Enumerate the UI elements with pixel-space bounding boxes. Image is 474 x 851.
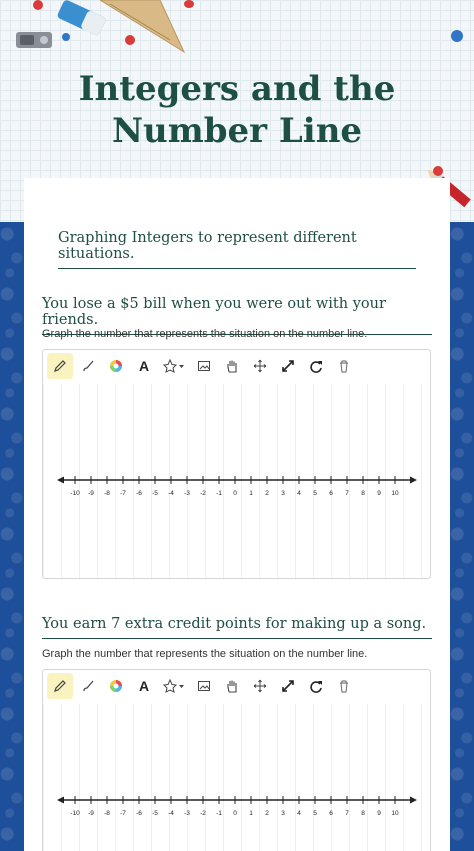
number-line-tick-label: -2 [200, 490, 206, 497]
number-line-tick-label: -9 [88, 490, 94, 497]
number-line-tick-label: 10 [391, 810, 399, 817]
color-wheel-icon[interactable] [103, 353, 129, 379]
number-line-tick-label: -6 [136, 490, 142, 497]
number-line-tick-label: 8 [361, 810, 365, 817]
worksheet [24, 178, 450, 851]
stamp-star-icon[interactable] [159, 353, 189, 379]
number-line-tick-label: -7 [120, 810, 126, 817]
drawing-panel-2[interactable] [42, 669, 431, 851]
number-line-tick-label: -4 [168, 810, 174, 817]
number-line-tick-label: 4 [297, 490, 301, 497]
number-line-tick-label: 7 [345, 810, 349, 817]
question-1-prompt: You lose a $5 bill when you were out with your friends. [42, 296, 432, 335]
number-line-tick-label: 5 [313, 810, 317, 817]
number-line-tick-label: -10 [70, 810, 80, 817]
number-line-tick-label: -7 [120, 490, 126, 497]
number-line-tick-label: -5 [152, 810, 158, 817]
number-line-tick-label: -8 [104, 810, 110, 817]
image-icon[interactable] [191, 673, 217, 699]
number-line-tick-label: 6 [329, 490, 333, 497]
blue-pattern-band-left [0, 222, 24, 851]
number-line-tick-label: 9 [377, 810, 381, 817]
arrow-right-icon [410, 797, 417, 804]
number-line-tick-label: 3 [281, 810, 285, 817]
number-line-tick-label: 4 [297, 810, 301, 817]
number-line-tick-label: 1 [249, 490, 253, 497]
triangle-ruler-icon [100, 0, 190, 56]
number-line-tick-label: 5 [313, 490, 317, 497]
arrow-left-icon [57, 477, 64, 484]
number-line [57, 788, 417, 828]
number-line-tick-label: 8 [361, 490, 365, 497]
color-wheel-icon[interactable] [103, 673, 129, 699]
number-line-tick-label: -8 [104, 490, 110, 497]
question-1-instruction: Graph the number that represents the situation on the number line. [42, 328, 368, 340]
drawing-panel-1[interactable] [42, 349, 431, 579]
number-line-tick-label: -4 [168, 490, 174, 497]
move-icon[interactable] [247, 353, 273, 379]
drawing-toolbar [43, 670, 430, 702]
number-line-tick-label: 2 [265, 490, 269, 497]
number-line-tick-label: 7 [345, 490, 349, 497]
redo-icon[interactable] [303, 673, 329, 699]
number-line-tick-label: 0 [233, 490, 237, 497]
trash-icon[interactable] [331, 353, 357, 379]
hand-icon[interactable] [219, 673, 245, 699]
arrow-right-icon [410, 477, 417, 484]
number-line-tick-label: 6 [329, 810, 333, 817]
hand-icon[interactable] [219, 353, 245, 379]
question-2-instruction: Graph the number that represents the situation on the number line. [42, 648, 368, 660]
number-line-tick-label: -9 [88, 810, 94, 817]
text-icon[interactable]: A [138, 358, 150, 374]
number-line-tick-label: -10 [70, 490, 80, 497]
stamp-star-icon[interactable] [159, 673, 189, 699]
drawing-canvas[interactable] [43, 704, 430, 851]
blue-dot-decoration [451, 30, 463, 42]
number-line-tick-label: -2 [200, 810, 206, 817]
text-icon[interactable]: A [138, 678, 150, 694]
blue-dot-decoration [62, 33, 70, 41]
number-line [57, 468, 417, 508]
number-line-tick-label: -1 [216, 490, 222, 497]
question-2-prompt: You earn 7 extra credit points for making up a song. [42, 616, 432, 639]
red-dot-decoration [125, 35, 135, 45]
number-line-tick-label: -3 [184, 810, 190, 817]
blue-pattern-band-right [450, 222, 474, 851]
number-line-tick-label: 0 [233, 810, 237, 817]
redo-icon[interactable] [303, 353, 329, 379]
arrow-left-icon [57, 797, 64, 804]
resize-icon[interactable] [275, 353, 301, 379]
trash-icon[interactable] [331, 673, 357, 699]
number-line-tick-label: -6 [136, 810, 142, 817]
number-line-tick-label: 1 [249, 810, 253, 817]
worksheet-subtitle: Graphing Integers to represent different situations. [58, 230, 416, 269]
resize-icon[interactable] [275, 673, 301, 699]
drawing-canvas[interactable] [43, 384, 430, 579]
image-icon[interactable] [191, 353, 217, 379]
move-icon[interactable] [247, 673, 273, 699]
number-line-tick-label: -1 [216, 810, 222, 817]
sharpener-icon [14, 26, 56, 52]
brush-icon[interactable] [75, 353, 101, 379]
number-line-tick-label: -3 [184, 490, 190, 497]
page-title: Integers and the Number Line [78, 69, 396, 151]
brush-icon[interactable] [75, 673, 101, 699]
red-dot-decoration [184, 0, 194, 8]
red-dot-decoration [433, 166, 443, 176]
number-line-tick-label: 3 [281, 490, 285, 497]
number-line-tick-label: 10 [391, 490, 399, 497]
number-line-tick-label: 9 [377, 490, 381, 497]
pencil-icon[interactable] [47, 673, 73, 699]
number-line-tick-label: -5 [152, 490, 158, 497]
drawing-toolbar [43, 350, 430, 382]
pencil-icon[interactable] [47, 353, 73, 379]
red-dot-decoration [33, 0, 43, 10]
number-line-tick-label: 2 [265, 810, 269, 817]
